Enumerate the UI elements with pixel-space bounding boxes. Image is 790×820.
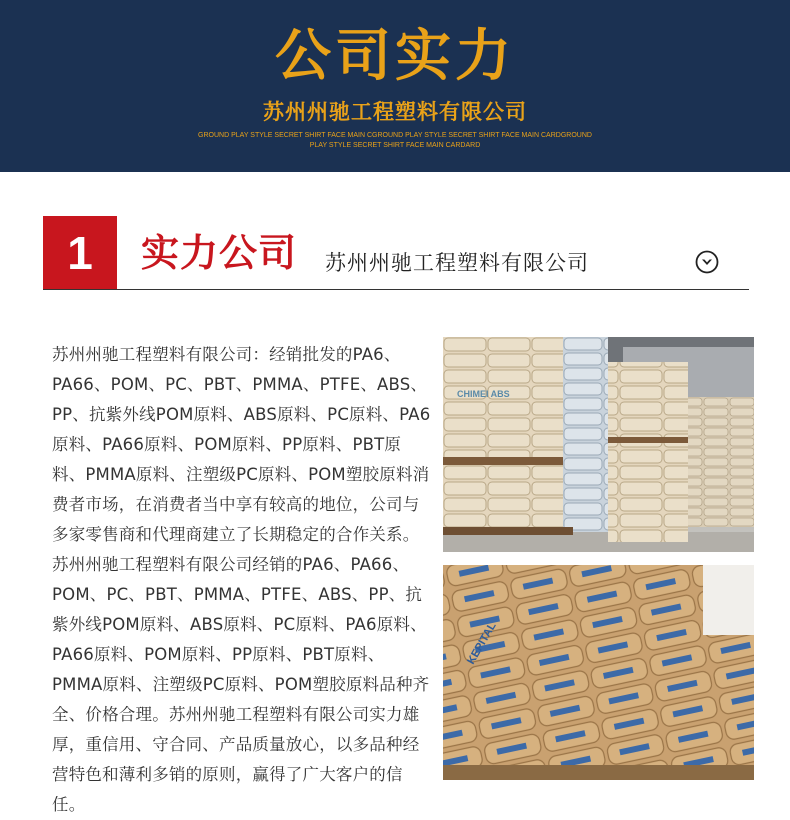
bag-label: CHIMEI ABS [457,389,510,399]
warehouse-photo-kepital [443,565,754,780]
banner-english-tagline: GROUND PLAY STYLE SECRET SHIRT FACE MAIN CGROUND PLAY STYLE SECRET SHIRT FACE MAIN CARDGROUND PLAY STYLE SECRET SHIRT FACE MAIN CARDARD [198,132,592,149]
banner-subtitle: 苏州州驰工程塑料有限公司 [263,100,527,124]
banner-title: 公司实力 [275,24,515,89]
warehouse-photo-abs [443,337,754,552]
bag-label: KEPITAL [465,620,499,667]
section-number-badge: 1 [43,216,117,289]
company-description: 苏州州驰工程塑料有限公司：经销批发的PA6、PA66、POM、PC、PBT、PMMA、PTFE、ABS、PP、抗紫外线POM原料、ABS原料、PC原料、PA6原料、PA66原料、POM原料、PP原料、PBT原料、PMMA原料、注塑级PC原料、POM塑胶原料消费者市场，在消费者当中享有较高的地位，公司与多家零售商和代理商建立了长期稳定的合作关系。苏州州驰工程塑料有限公司经销的PA6、PA66、POM、PC、PBT、PMMA、PTFE、ABS、PP、抗紫外线POM原料、ABS原料、PC原料、PA6原料、PA66原料、POM原料、PP原料、PBT原料、PMMA原料、注塑级PC原料、POM塑胶原料品种齐全、价格合理。苏州州驰工程塑料有限公司实力雄厚，重信用、守合同、产品质量放心，以多品种经营特色和薄利多销的原则，赢得了广大客户的信任。 [52,345,431,814]
section-company-name: 苏州州驰工程塑料有限公司 [325,251,589,275]
section-divider [43,289,749,290]
chevron-down-circle-icon[interactable] [695,250,719,274]
section-title: 实力公司 [141,231,298,275]
header-banner [0,0,790,172]
